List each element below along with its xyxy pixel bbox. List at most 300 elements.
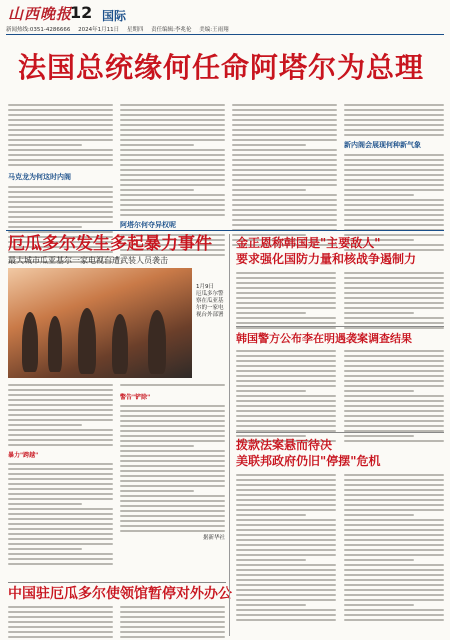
text-line [344, 184, 444, 186]
text-line [344, 479, 444, 481]
text-line [8, 488, 113, 490]
text-line [8, 473, 113, 475]
text-line [236, 619, 336, 621]
body-text-lines [236, 350, 336, 442]
text-line [232, 174, 337, 176]
text-line [120, 490, 194, 492]
text-line [232, 194, 337, 196]
ecuador-subhead-1: 暴力"跨越" [8, 452, 39, 459]
ecuador-photo-caption [196, 284, 226, 319]
text-line [236, 524, 336, 526]
text-line [8, 134, 113, 136]
text-line [8, 149, 113, 151]
text-line [236, 390, 306, 392]
text-line [344, 494, 444, 496]
text-line [120, 510, 225, 512]
text-line [120, 435, 225, 437]
text-line [232, 154, 337, 156]
text-line [120, 500, 225, 502]
text-line [232, 169, 337, 171]
text-line [344, 297, 444, 299]
text-line [236, 327, 336, 329]
text-line [344, 129, 444, 131]
text-line [120, 485, 225, 487]
masthead [4, 2, 446, 24]
text-line [344, 559, 414, 561]
text-line [232, 214, 337, 216]
text-line [344, 589, 444, 591]
text-line [8, 159, 113, 161]
text-line [8, 429, 113, 431]
text-line [8, 389, 113, 391]
text-line [236, 554, 336, 556]
body-text-lines [120, 405, 225, 532]
text-line [120, 525, 225, 527]
text-line [232, 184, 337, 186]
body-text-lines [8, 104, 113, 166]
ecuador-headline: 厄瓜多尔发生多起暴力事件 [8, 234, 212, 254]
text-line [344, 124, 444, 126]
ecuador-credit: 据新华社 [202, 535, 225, 541]
body-text-lines [344, 104, 444, 136]
text-line [344, 584, 444, 586]
text-line [8, 404, 113, 406]
text-line [8, 419, 113, 421]
text-line [120, 129, 225, 131]
lead-subhead-2: 阿塔尔何夺异权呢 [120, 221, 176, 229]
text-line [344, 385, 444, 387]
text-line [8, 478, 113, 480]
text-line [8, 523, 113, 525]
text-line [8, 621, 113, 623]
masthead-meta [6, 25, 446, 33]
korea-headline-line2: 要求强化国防力量和核战争遏制力 [236, 252, 417, 266]
text-line [232, 209, 337, 211]
text-line [120, 636, 225, 638]
body-text-lines [344, 272, 444, 329]
text-line [344, 474, 444, 476]
body-text-lines [120, 384, 225, 386]
text-line [236, 519, 336, 521]
argentina-headline-line1: 拨款法案悬而待决 [236, 438, 333, 452]
text-line [8, 636, 113, 638]
text-line [344, 594, 444, 596]
text-line [344, 179, 444, 181]
text-line [236, 504, 336, 506]
text-line [344, 564, 444, 566]
text-line [344, 599, 444, 601]
text-line [120, 154, 225, 156]
lead-column-3 [232, 104, 337, 246]
text-line [120, 144, 194, 146]
section-title: 国际 [102, 9, 127, 23]
text-line [120, 621, 225, 623]
caption-text: 厄瓜多尔警察在瓜亚基尔的一家电视台外部署 [196, 291, 224, 318]
text-line [120, 159, 225, 161]
text-line [232, 219, 337, 221]
text-line [8, 513, 113, 515]
text-line [344, 504, 444, 506]
text-line [120, 139, 225, 141]
text-line [8, 201, 113, 203]
text-line [120, 606, 225, 608]
hotline: 新闻热线:0351-4286666 [6, 27, 71, 33]
text-line [236, 365, 336, 367]
text-line [344, 277, 444, 279]
text-line [236, 307, 336, 309]
text-line [236, 355, 336, 357]
text-line [344, 539, 444, 541]
text-line [8, 483, 113, 485]
text-line [8, 144, 82, 146]
text-line [120, 440, 225, 442]
text-line [344, 312, 414, 314]
text-line [120, 430, 225, 432]
text-line [236, 302, 336, 304]
text-line [236, 544, 336, 546]
text-line [344, 360, 444, 362]
text-line [8, 154, 113, 156]
text-line [120, 515, 225, 517]
text-line [344, 272, 444, 274]
text-line [236, 529, 336, 531]
text-line [8, 414, 113, 416]
text-line [344, 134, 444, 136]
caption-date: 1月9日 [196, 284, 214, 290]
body-text-lines [232, 104, 337, 246]
text-line [8, 384, 113, 386]
text-line [344, 169, 444, 171]
text-line [344, 614, 444, 616]
korea-column-1 [236, 272, 336, 329]
text-line [236, 282, 336, 284]
text-line [236, 395, 336, 397]
body-text-lines [120, 104, 225, 216]
text-line [344, 174, 444, 176]
text-line [8, 124, 113, 126]
text-line [8, 503, 82, 505]
korea-sanctions-column-2 [344, 350, 444, 442]
text-line [344, 484, 444, 486]
text-line [8, 191, 113, 193]
text-line [120, 445, 194, 447]
text-line [8, 463, 113, 465]
text-line [232, 189, 306, 191]
text-line [344, 609, 444, 611]
text-line [8, 424, 82, 426]
text-line [232, 129, 337, 131]
text-line [236, 609, 336, 611]
text-line [236, 410, 336, 412]
text-line [8, 394, 113, 396]
text-line [344, 224, 444, 226]
body-text-lines [8, 384, 113, 446]
text-line [8, 611, 113, 613]
text-line [232, 199, 337, 201]
text-line [8, 226, 82, 228]
text-line [120, 475, 225, 477]
text-line [120, 520, 225, 522]
text-line [8, 528, 113, 530]
text-line [344, 499, 444, 501]
masthead-rule [6, 34, 444, 35]
text-line [8, 468, 113, 470]
text-line [236, 425, 336, 427]
text-line [344, 302, 444, 304]
text-line [236, 415, 336, 417]
text-line [8, 109, 113, 111]
text-line [8, 409, 113, 411]
text-line [8, 434, 113, 436]
argentina-column-2 [344, 474, 444, 621]
text-line [236, 435, 306, 437]
text-line [236, 584, 336, 586]
text-line [236, 385, 336, 387]
ecuador-subtitle: 最大城市瓜亚基尔一家电视台遭武装人员袭击 [8, 256, 168, 265]
text-line [344, 489, 444, 491]
text-line [8, 139, 113, 141]
body-text-lines [344, 474, 444, 621]
text-line [8, 196, 113, 198]
text-line [344, 529, 444, 531]
text-line [344, 194, 414, 196]
text-line [344, 365, 444, 367]
text-line [8, 186, 113, 188]
text-line [8, 211, 113, 213]
text-line [8, 493, 113, 495]
china-office-column-2 [120, 606, 225, 638]
text-line [344, 164, 444, 166]
text-line [236, 474, 336, 476]
text-line [232, 149, 337, 151]
text-line [344, 420, 444, 422]
text-line [344, 287, 444, 289]
text-line [236, 579, 336, 581]
text-line [344, 554, 444, 556]
text-line [344, 317, 444, 319]
text-line [344, 104, 444, 106]
text-line [236, 370, 336, 372]
body-text-lines [120, 606, 225, 638]
text-line [120, 199, 225, 201]
text-line [8, 114, 113, 116]
text-line [8, 439, 113, 441]
body-text-lines [8, 606, 113, 638]
text-line [236, 494, 336, 496]
text-line [120, 114, 225, 116]
text-line [344, 410, 444, 412]
text-line [120, 174, 225, 176]
ecuador-photo [8, 268, 192, 378]
text-line [236, 489, 336, 491]
text-line [8, 606, 113, 608]
text-line [344, 435, 414, 437]
text-line [344, 619, 444, 621]
text-line [232, 204, 337, 206]
text-line [236, 539, 336, 541]
text-line [8, 206, 113, 208]
text-line [344, 405, 444, 407]
korea-sanctions-column-1 [236, 350, 336, 442]
lead-column-4 [344, 104, 444, 251]
text-line [120, 495, 225, 497]
text-line [344, 219, 444, 221]
text-line [344, 569, 444, 571]
text-line [120, 530, 225, 532]
korea-headline-line1: 金正恩称韩国是"主要敌人" [236, 236, 381, 250]
designer-credit: 美编:王雨翔 [199, 27, 229, 33]
text-line [236, 375, 336, 377]
korea-sanctions-headline: 韩国警方公布李在明遇袭案调查结果 [236, 332, 412, 345]
lead-subhead-3: 新内阁会展现何种新气象 [344, 141, 421, 149]
text-line [8, 626, 113, 628]
text-line [236, 574, 336, 576]
text-line [236, 589, 336, 591]
section-divider-1 [6, 230, 444, 231]
text-line [8, 548, 82, 550]
text-line [232, 139, 337, 141]
text-line [120, 124, 225, 126]
text-line [232, 164, 337, 166]
text-line [236, 509, 336, 511]
text-line [236, 312, 306, 314]
text-line [344, 355, 444, 357]
text-line [236, 380, 336, 382]
text-line [344, 375, 444, 377]
text-line [120, 415, 225, 417]
body-text-lines [8, 463, 113, 565]
text-line [120, 631, 225, 633]
text-line [344, 214, 444, 216]
text-line [120, 209, 225, 211]
text-line [344, 579, 444, 581]
text-line [344, 154, 444, 156]
text-line [344, 199, 444, 201]
text-line [120, 450, 225, 452]
text-line [120, 410, 225, 412]
text-line [344, 395, 444, 397]
text-line [236, 614, 336, 616]
text-line [120, 420, 225, 422]
text-line [236, 514, 306, 516]
text-line [236, 272, 336, 274]
text-line [344, 509, 444, 511]
text-line [236, 499, 336, 501]
issue-weekday: 星期四 [126, 27, 144, 33]
editor-credit: 责任编辑:李兆伦 [151, 27, 192, 33]
text-line [236, 479, 336, 481]
text-line [232, 224, 337, 226]
text-line [236, 405, 336, 407]
text-line [236, 604, 306, 606]
text-line [8, 231, 113, 233]
text-line [344, 292, 444, 294]
text-line [344, 415, 444, 417]
text-line [8, 216, 113, 218]
text-line [344, 400, 444, 402]
text-line [344, 544, 444, 546]
text-line [344, 574, 444, 576]
text-line [344, 370, 444, 372]
text-line [344, 524, 444, 526]
text-line [120, 169, 225, 171]
text-line [8, 508, 113, 510]
text-line [344, 350, 444, 352]
text-line [236, 420, 336, 422]
text-line [232, 179, 337, 181]
text-line [8, 533, 113, 535]
text-line [120, 405, 225, 407]
text-line [236, 292, 336, 294]
body-text-lines [344, 350, 444, 442]
text-line [344, 327, 444, 329]
korea-sanctions-bottom-rule [236, 432, 444, 433]
text-line [232, 119, 337, 121]
issue-date: 2024年1月11日 [78, 27, 120, 33]
text-line [8, 129, 113, 131]
text-line [120, 470, 225, 472]
text-line [232, 134, 337, 136]
text-line [232, 159, 337, 161]
page-number: 12 [70, 3, 93, 22]
text-line [232, 104, 337, 106]
text-line [120, 184, 225, 186]
lead-subhead-1: 马克龙为何这时内阁 [8, 173, 71, 181]
text-line [120, 104, 225, 106]
text-line [236, 287, 336, 289]
text-line [232, 144, 306, 146]
text-line [8, 164, 113, 166]
text-line [344, 209, 444, 211]
body-text-lines [236, 474, 336, 621]
text-line [344, 380, 444, 382]
text-line [8, 631, 113, 633]
text-line [232, 109, 337, 111]
text-line [236, 277, 336, 279]
text-line [236, 564, 336, 566]
text-line [344, 307, 444, 309]
text-line [120, 204, 225, 206]
text-line [8, 498, 113, 500]
text-line [236, 534, 336, 536]
text-line [120, 214, 225, 216]
text-line [236, 549, 336, 551]
text-line [344, 549, 444, 551]
text-line [120, 616, 225, 618]
text-line [120, 425, 225, 427]
text-line [236, 317, 336, 319]
text-line [344, 604, 414, 606]
text-line [344, 204, 444, 206]
text-line [236, 594, 336, 596]
text-line [8, 399, 113, 401]
text-line [8, 104, 113, 106]
text-line [120, 384, 225, 386]
text-line [120, 179, 225, 181]
text-line [236, 297, 336, 299]
korea-bottom-rule [236, 326, 444, 327]
text-line [344, 119, 444, 121]
text-line [8, 543, 113, 545]
ecuador-column-2 [120, 384, 225, 542]
text-line [120, 505, 225, 507]
text-line [344, 282, 444, 284]
text-line [120, 626, 225, 628]
argentina-headline-line2: 美联邦政府仍旧"停摆"危机 [236, 454, 381, 468]
text-line [344, 519, 444, 521]
text-line [236, 350, 336, 352]
text-line [344, 534, 444, 536]
